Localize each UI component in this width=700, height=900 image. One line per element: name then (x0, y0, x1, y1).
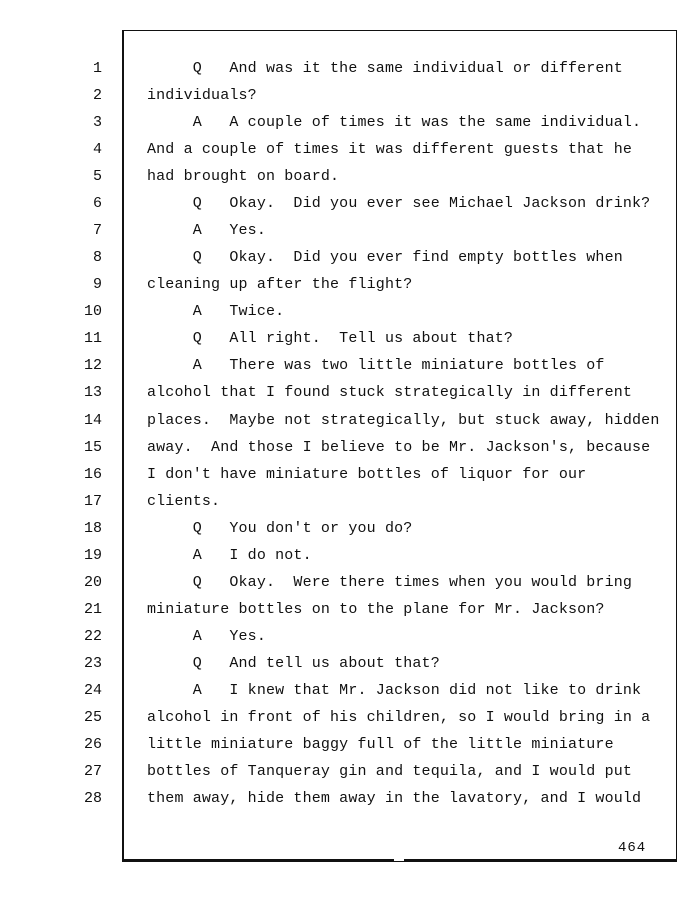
transcript-line (0, 704, 700, 731)
frame-top-border (123, 30, 676, 31)
transcript-line (0, 434, 700, 461)
line-text: Q Okay. Did you ever find empty bottles when (147, 249, 623, 267)
line-text: miniature bottles on to the plane for Mr. Jackson? (147, 600, 605, 618)
line-number: 8 (92, 249, 102, 267)
transcript-line (0, 136, 700, 163)
line-text: A I knew that Mr. Jackson did not like to drink (147, 681, 642, 699)
transcript-line (0, 163, 700, 190)
transcript-line (0, 596, 700, 623)
line-text: individuals? (147, 87, 257, 105)
line-number: 2 (92, 87, 102, 105)
line-number: 25 (83, 708, 102, 726)
line-text: alcohol in front of his children, so I would bring in a (147, 708, 651, 726)
line-text: clients. (147, 492, 221, 510)
line-number: 24 (83, 681, 102, 699)
line-number: 19 (83, 546, 102, 564)
frame-bottom-border-right (404, 859, 677, 862)
line-number: 13 (83, 384, 102, 402)
transcript-line (0, 190, 700, 217)
line-number: 14 (83, 411, 102, 429)
transcript-line (0, 731, 700, 758)
line-text: Q All right. Tell us about that? (147, 330, 514, 348)
transcript-line (0, 352, 700, 379)
line-number: 18 (83, 519, 102, 537)
line-number: 9 (92, 276, 102, 294)
transcript-line (0, 785, 700, 812)
line-number: 27 (83, 763, 102, 781)
line-text: And a couple of times it was different guests that he (147, 141, 633, 159)
line-text: I don't have miniature bottles of liquor for our (147, 465, 587, 483)
transcript-line (0, 379, 700, 406)
line-number: 26 (83, 736, 102, 753)
line-text: little miniature baggy full of the little miniature (147, 736, 614, 753)
transcript-line (0, 677, 700, 704)
line-number: 7 (92, 222, 102, 240)
transcript-line (0, 623, 700, 650)
transcript-line (0, 569, 700, 596)
line-text: Q And tell us about that? (147, 654, 440, 672)
transcript-line (0, 55, 700, 82)
page-number: 464 (618, 840, 647, 856)
frame-bottom-border-left (122, 859, 394, 862)
line-text: A A couple of times it was the same individual. (147, 114, 642, 132)
line-number: 1 (92, 60, 102, 77)
transcript-line (0, 109, 700, 136)
transcript-line (0, 271, 700, 298)
line-number: 11 (83, 330, 102, 348)
line-number: 28 (83, 790, 102, 808)
line-number: 21 (83, 600, 102, 618)
line-number: 4 (92, 141, 102, 159)
line-text: A There was two little miniature bottles of (147, 357, 605, 375)
transcript-line (0, 758, 700, 785)
line-text: cleaning up after the flight? (147, 276, 413, 294)
line-number: 20 (83, 573, 102, 591)
frame-bottom-notch (394, 861, 404, 862)
transcript-line (0, 542, 700, 569)
line-text: Q Okay. Did you ever see Michael Jackson drink? (147, 195, 651, 213)
transcript-line (0, 407, 700, 434)
transcript-line (0, 217, 700, 244)
transcript-line (0, 515, 700, 542)
line-number: 10 (83, 303, 102, 321)
line-text: A I do not. (147, 546, 312, 564)
line-number: 17 (83, 492, 102, 510)
line-number: 6 (92, 195, 102, 213)
line-text: places. Maybe not strategically, but stuck away, hidden (147, 411, 660, 429)
line-text: A Yes. (147, 627, 266, 645)
line-text: Q You don't or you do? (147, 519, 413, 537)
line-text: had brought on board. (147, 168, 340, 186)
line-number: 16 (83, 465, 102, 483)
transcript-line (0, 244, 700, 271)
line-number: 12 (83, 357, 102, 375)
line-text: them away, hide them away in the lavatory, and I would (147, 790, 642, 808)
transcript-line (0, 298, 700, 325)
line-number: 3 (92, 114, 102, 132)
line-text: bottles of Tanqueray gin and tequila, and I would put (147, 763, 633, 781)
line-number: 23 (83, 654, 102, 672)
line-text: away. And those I believe to be Mr. Jackson's, because (147, 438, 651, 456)
transcript-line (0, 488, 700, 515)
transcript-line (0, 325, 700, 352)
line-number: 15 (83, 438, 102, 456)
line-text: Q And was it the same individual or different (147, 60, 623, 77)
line-text: A Yes. (147, 222, 266, 240)
transcript-line (0, 82, 700, 109)
line-text: A Twice. (147, 303, 285, 321)
line-number: 22 (83, 627, 102, 645)
transcript-line (0, 461, 700, 488)
line-text: alcohol that I found stuck strategically in different (147, 384, 633, 402)
transcript-line (0, 650, 700, 677)
line-text: Q Okay. Were there times when you would bring (147, 573, 633, 591)
line-number: 5 (92, 168, 102, 186)
